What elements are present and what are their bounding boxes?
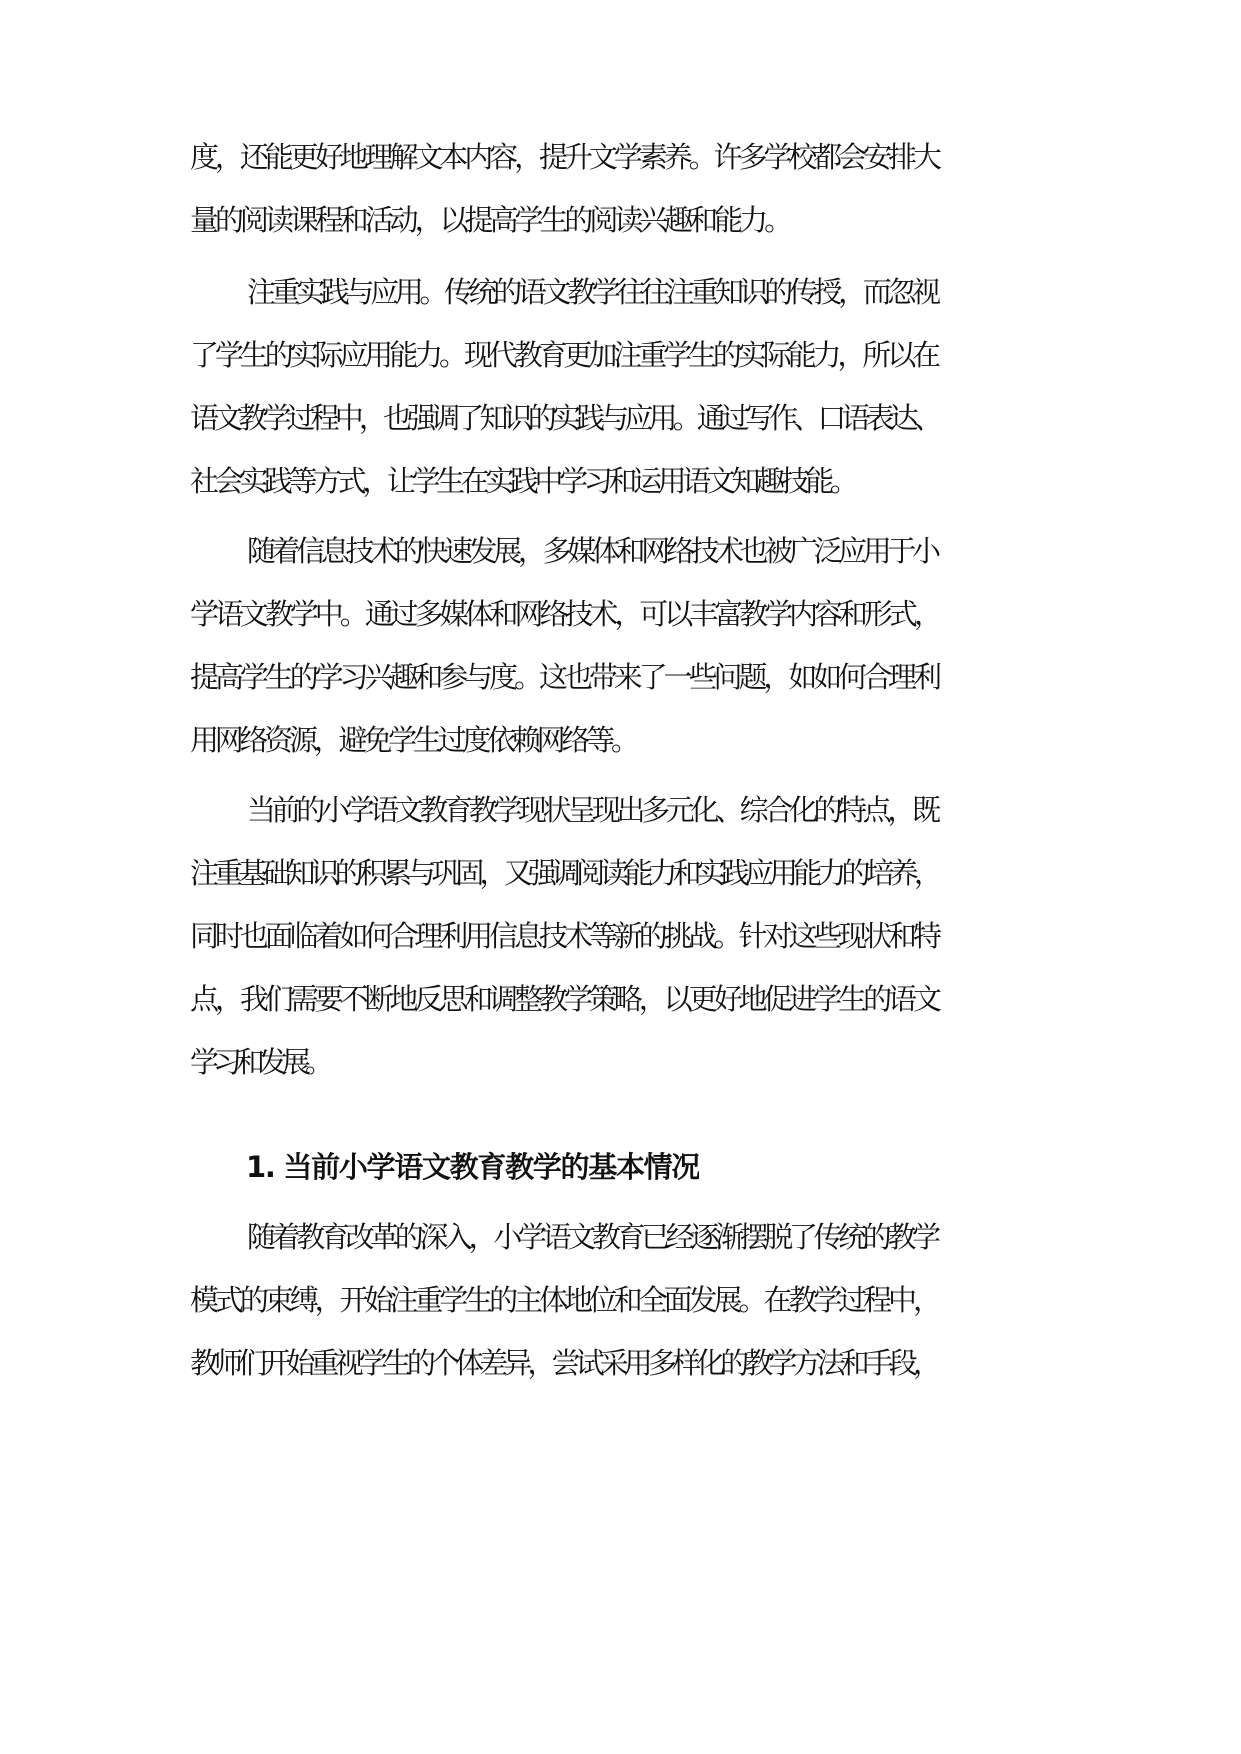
text-line: 随着教育改革的深入，小学语文教育已经逐渐摆脱了传统的教学: [247, 1220, 937, 1254]
text-line: 量的阅读课程和活动，以提高学生的阅读兴趣和能力。: [190, 203, 790, 237]
text-line: 了学生的实际应用能力。现代教育更加注重学生的实际能力，所以在: [190, 338, 938, 372]
text-line: 语文教学过程中，也强调了知识的实践与应用。通过写作、口语表达、: [190, 401, 939, 435]
text-line: 学习和发展。: [190, 1045, 329, 1079]
text-line: 当前的小学语文教育教学现状呈现出多元化、综合化的特点，既: [247, 793, 937, 827]
text-line: 用网络资源，避免学生过度依赖网络等。: [190, 723, 636, 757]
text-line: 社会实践等方式，让学生在实践中学习和运用语文知趣技能。: [190, 464, 855, 498]
text-line: 点，我们需要不断地反思和调整教学策略，以更好地促进学生的语文: [190, 982, 938, 1016]
text-line: 度，还能更好地理解文本内容，提升文学素养。许多学校都会安排大: [190, 140, 938, 174]
text-line: 同时也面临着如何合理利用信息技术等新的挑战。针对这些现状和特: [190, 919, 938, 953]
text-line: 模式的束缚，开始注重学生的主体地位和全面发展。在教学过程中，: [190, 1283, 938, 1317]
text-line: 注重基础知识的积累与巩固，又强调阅读能力和实践应用能力的培养，: [190, 856, 939, 890]
text-line: 教师们开始重视学生的个体差异，尝试采用多样化的教学方法和手段，: [190, 1346, 938, 1380]
text-line: 注重实践与应用。传统的语文教学往往注重知识的传授，而忽视: [247, 275, 937, 309]
text-line: 提高学生的学习兴趣和参与度。这也带来了一些问题，如如何合理利: [190, 660, 938, 694]
text-line: 随着信息技术的快速发展，多媒体和网络技术也被广泛应用于小: [247, 534, 937, 568]
text-line: 学语文教学中。通过多媒体和网络技术，可以丰富教学内容和形式，: [190, 597, 939, 631]
section-heading: 1. 当前小学语文教育教学的基本情况: [246, 1150, 699, 1184]
